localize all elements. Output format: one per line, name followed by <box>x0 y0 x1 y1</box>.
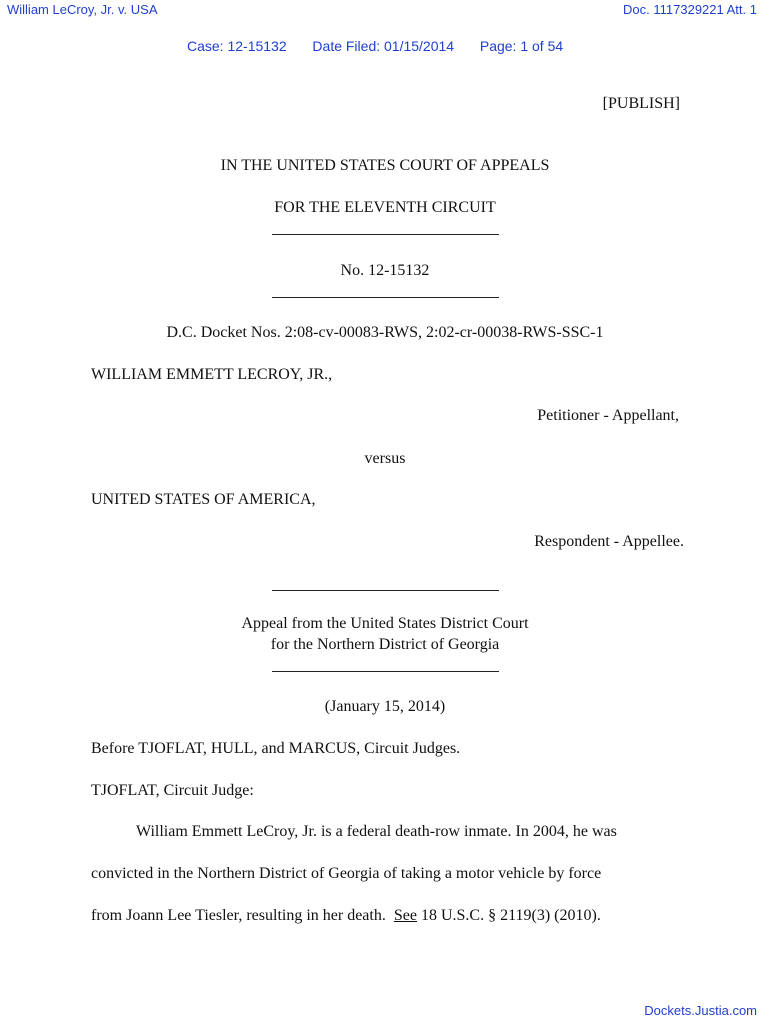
court-name-line1: IN THE UNITED STATES COURT OF APPEALS <box>220 157 550 174</box>
docket-numbers: D.C. Docket Nos. 2:08-cv-00083-RWS, 2:02-cr-00038-RWS-SSC-1 <box>166 324 604 341</box>
court-name-line2: FOR THE ELEVENTH CIRCUIT <box>274 199 496 216</box>
appeal-line1: Appeal from the United States District Court <box>241 615 529 632</box>
versus-label: versus <box>364 450 406 467</box>
publish-tag: [PUBLISH] <box>602 95 680 112</box>
petitioner-name: WILLIAM EMMETT LECROY, JR., <box>91 366 333 383</box>
respondent-name: UNITED STATES OF AMERICA, <box>91 491 316 508</box>
divider-rule <box>272 297 499 298</box>
body-line-3-pre: from Joann Lee Tiesler, resulting in her death. <box>91 907 394 924</box>
stamp-case: Case: 12-15132 <box>187 38 287 54</box>
dockets-justia-link[interactable]: Dockets.Justia.com <box>644 1003 757 1018</box>
doc-ref-link[interactable]: Doc. 1117329221 Att. 1 <box>623 2 757 17</box>
opinion-author: TJOFLAT, Circuit Judge: <box>91 782 254 799</box>
divider-rule <box>272 671 499 672</box>
body-line-3 <box>91 908 601 924</box>
divider-rule <box>272 234 499 235</box>
body-line-3-post: 18 U.S.C. § 2119(3) (2010). <box>416 907 601 924</box>
panel-judges: Before TJOFLAT, HULL, and MARCUS, Circuit Judges. <box>91 740 461 757</box>
divider-rule <box>272 590 499 591</box>
see-signal: See <box>393 907 417 924</box>
decision-date: (January 15, 2014) <box>324 698 446 715</box>
stamp-date-filed: Date Filed: 01/15/2014 <box>312 38 455 54</box>
stamp-page: Page: 1 of 54 <box>479 38 564 54</box>
case-number: No. 12-15132 <box>340 262 430 279</box>
case-title-link[interactable]: William LeCroy, Jr. v. USA <box>7 2 158 17</box>
appeal-line2: for the Northern District of Georgia <box>270 636 500 653</box>
petitioner-role: Petitioner - Appellant, <box>537 407 679 424</box>
stamp-bar <box>187 38 563 54</box>
body-line-2: convicted in the Northern District of Georgia of taking a motor vehicle by force <box>91 865 602 882</box>
body-line-1: William Emmett LeCroy, Jr. is a federal death-row inmate. In 2004, he was <box>136 823 617 840</box>
respondent-role: Respondent - Appellee. <box>534 533 684 550</box>
